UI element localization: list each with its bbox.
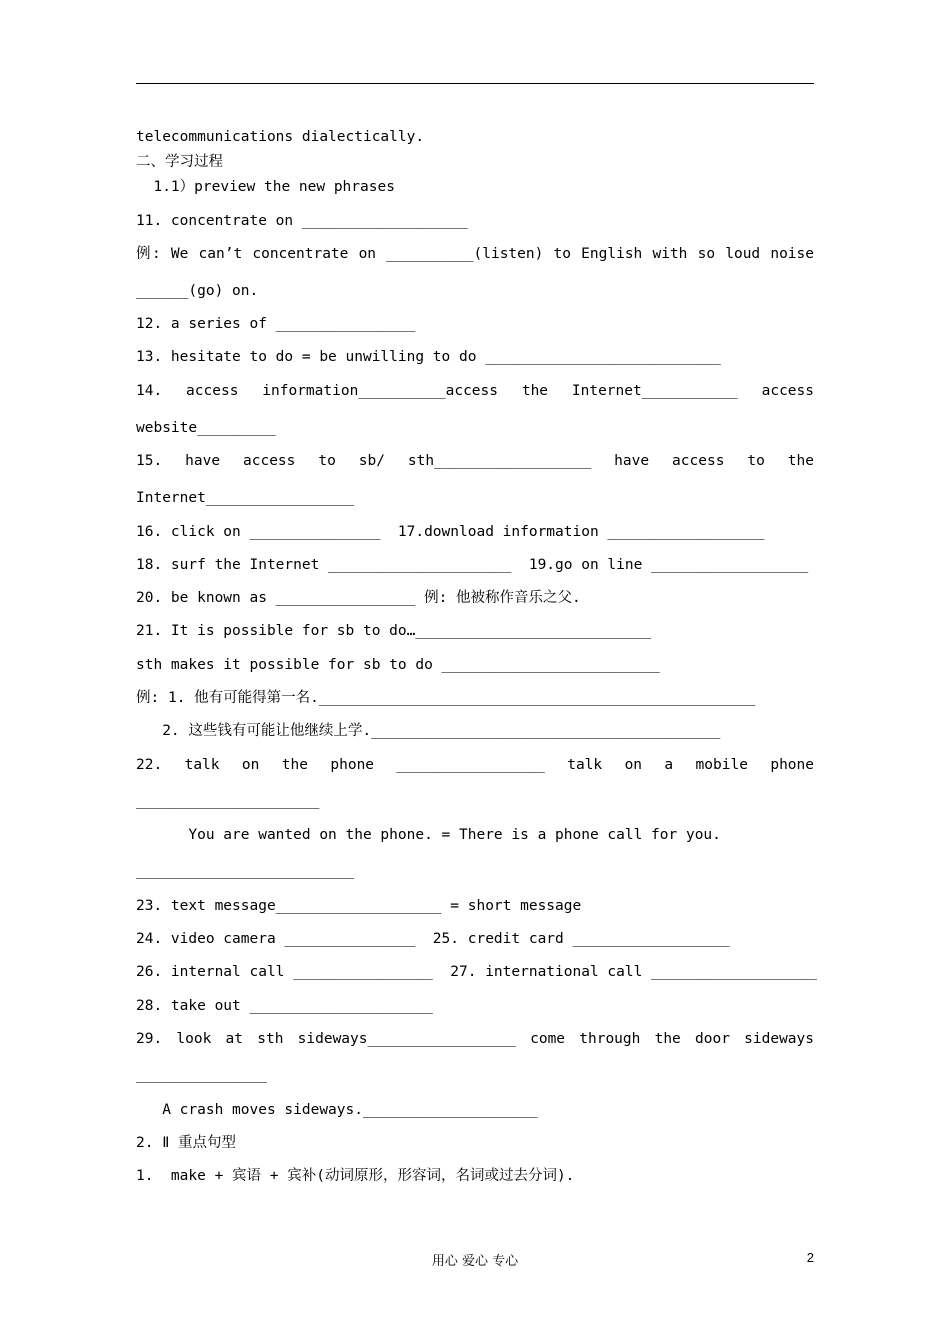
text-line: Internet_________________ [136,490,355,506]
text-line: _________________________ [136,863,355,879]
text-line: 18. surf the Internet _____________________ 19.go on line __________________ [136,557,809,573]
text-line: website_________ [136,420,276,436]
text-line: 28. take out _____________________ [136,998,433,1014]
text-line: ______(go) on. [136,283,259,299]
text-line: 2. 这些钱有可能让他继续上学.________________________________________ [136,723,721,739]
text-line: 1. make + 宾语 + 宾补(动词原形，形容词，名词或过去分词). [136,1168,575,1184]
text-line: 21. It is possible for sb to do…___________________________ [136,623,652,639]
text-line: A crash moves sideways.____________________ [136,1102,538,1118]
text-line: 1.1）preview the new phrases [136,179,395,195]
text-line: 24. video camera _______________ 25. credit card __________________ [136,931,730,947]
text-line: 22. talk on the phone _________________ talk on a mobile phone [136,757,814,773]
text-line: You are wanted on the phone. = There is a phone call for you. [136,827,721,843]
header-rule [136,83,814,84]
page-footer: 用心 爱心 专心 [431,1254,519,1269]
section-heading: 二、学习过程 [136,154,223,170]
section-heading: 2. Ⅱ 重点句型 [136,1135,237,1151]
text-line: 23. text message___________________ = short message [136,898,582,914]
text-line: 例: 1. 他有可能得第一名.__________________________________________________ [136,690,756,706]
text-line: telecommunications dialectically. [136,129,425,145]
text-line: _____________________ [136,793,320,809]
text-line: 15. have access to sb/ sth__________________ have access to the [136,453,814,469]
text-line: 16. click on _______________ 17.download information __________________ [136,524,765,540]
text-line: sth makes it possible for sb to do _________________________ [136,657,660,673]
text-line: 20. be known as ________________ 例: 他被称作音乐之父. [136,590,581,606]
text-line: 例: We can’t concentrate on __________(listen) to English with so loud noise [136,246,814,262]
page-number: 2 [806,1250,814,1265]
text-line: 14. access information__________access the Internet___________ access [136,383,814,399]
text-line: _______________ [136,1067,267,1083]
text-line: 13. hesitate to do = be unwilling to do ___________________________ [136,349,721,365]
text-line: 11. concentrate on ___________________ [136,213,468,229]
text-line: 26. internal call ________________ 27. international call ___________________ [136,964,817,980]
text-line: 29. look at sth sideways_________________ come through the door sideways [136,1031,814,1047]
text-line: 12. a series of ________________ [136,316,416,332]
